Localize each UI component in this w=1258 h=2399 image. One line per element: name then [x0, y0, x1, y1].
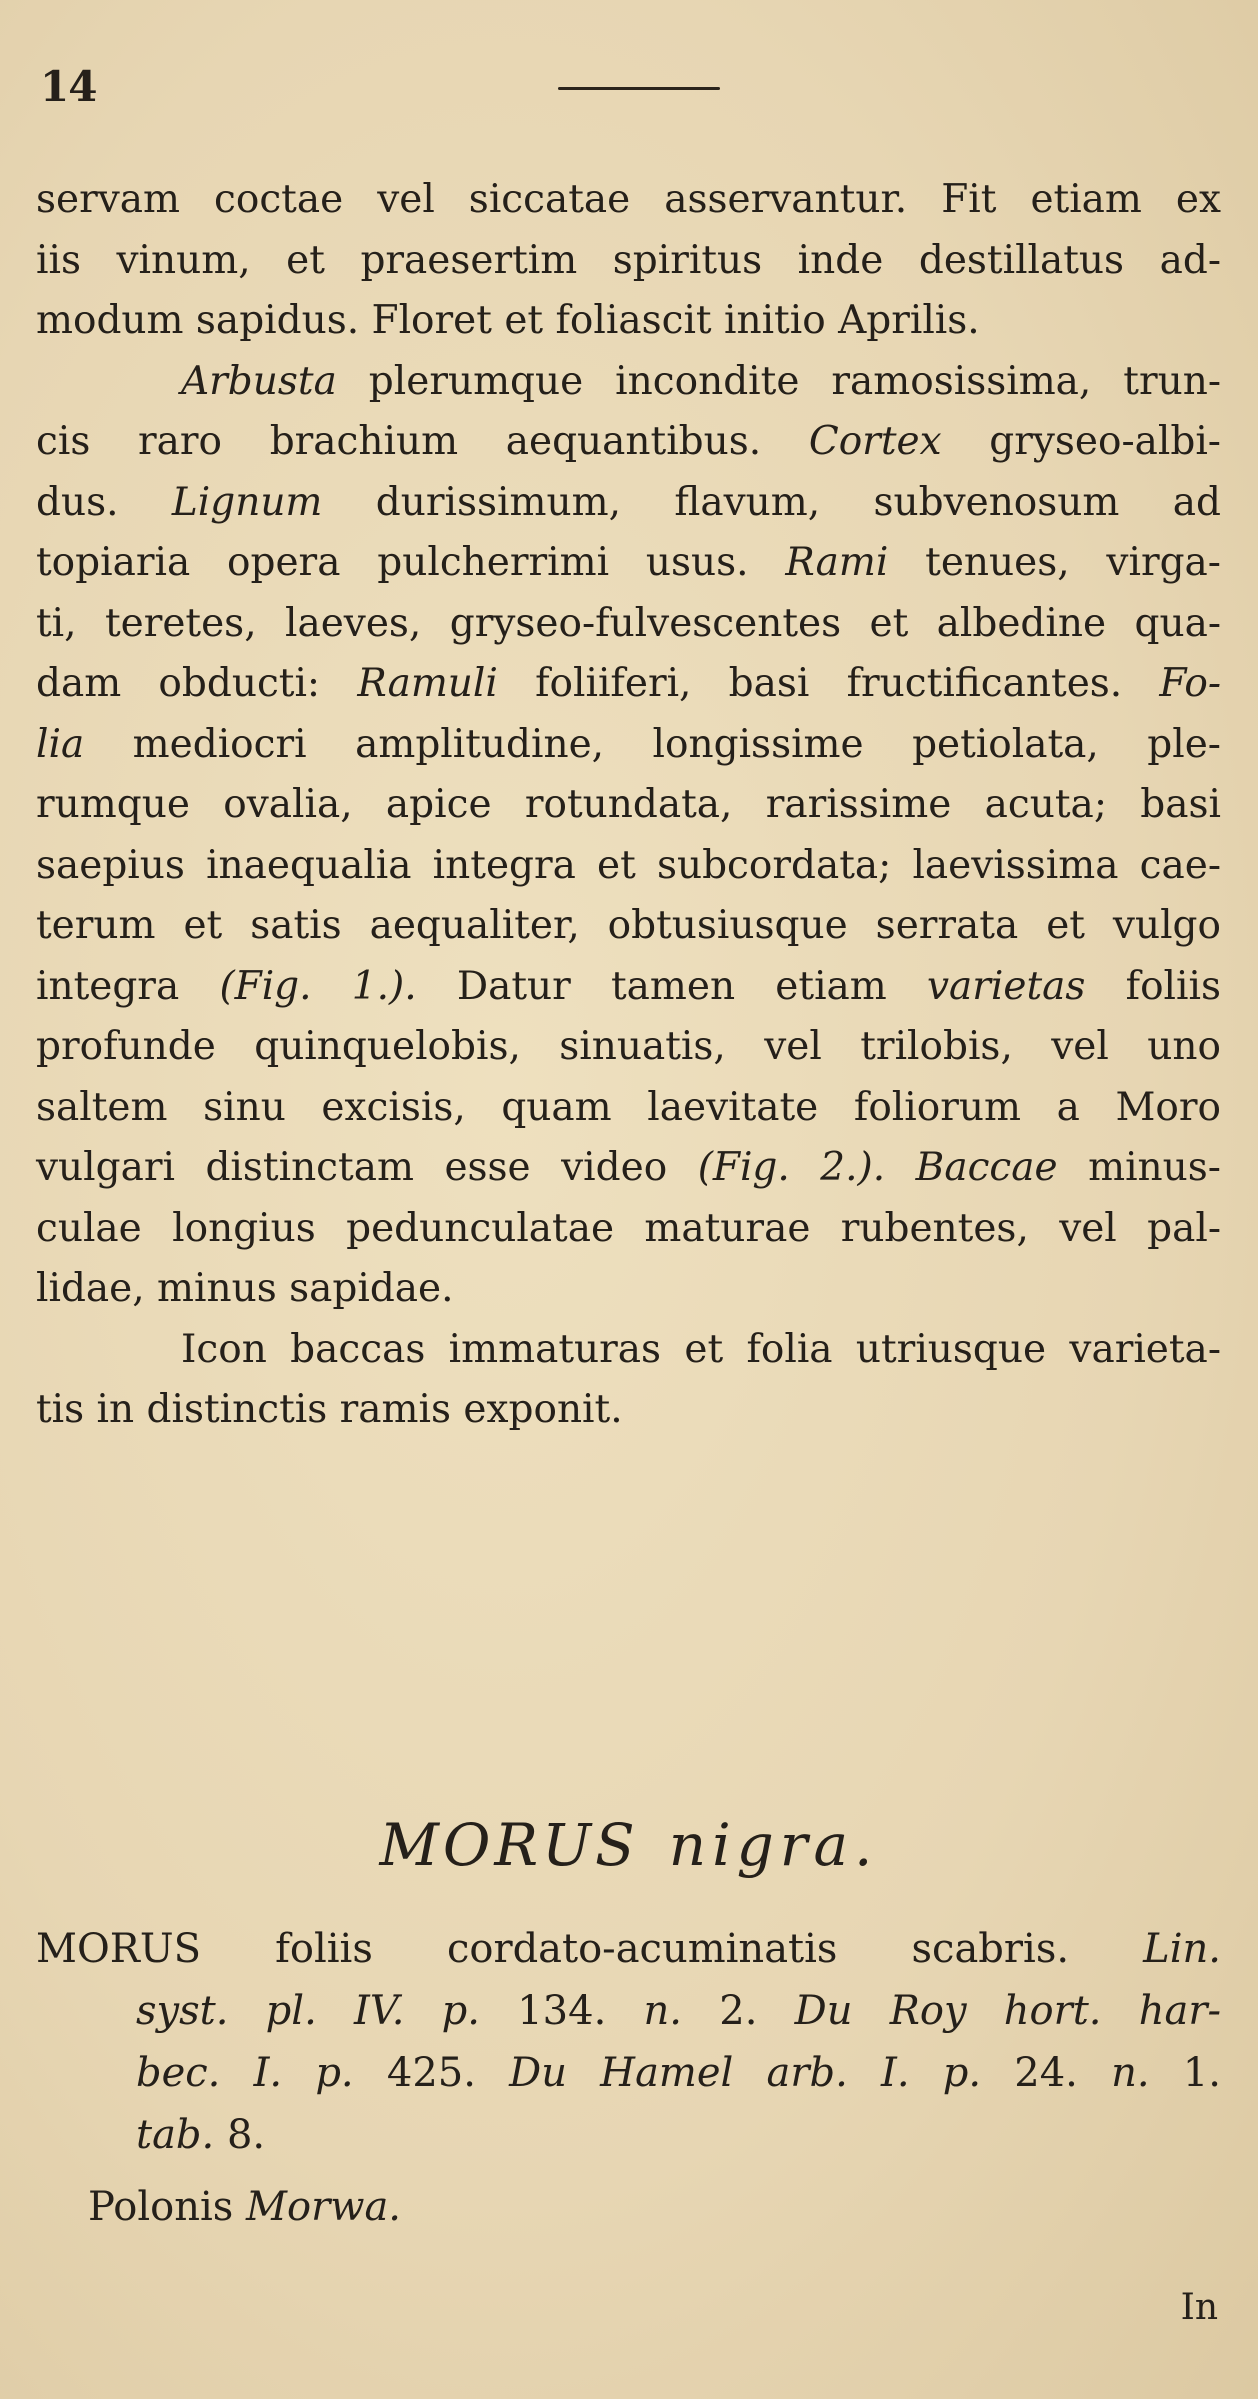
text-run: modum sapidus. Floret et foliascit initio Aprilis.	[36, 298, 980, 343]
text-run: integra	[36, 963, 220, 1009]
text-run: ti, teretes, laeves, gryseo-fulvescentes et albedine qua-	[36, 600, 1221, 646]
italic-text: Lin.	[1143, 1926, 1221, 1972]
italic-text: Du Hamel arb. I. p.	[509, 2050, 982, 2096]
text-run: tenues, virga-	[888, 540, 1221, 585]
text-run: Datur tamen etiam	[416, 963, 927, 1009]
text-run: 1.	[1149, 2050, 1221, 2096]
text-run: foliis	[1085, 963, 1221, 1009]
text-line	[36, 836, 1221, 897]
text-run: MORUS foliis cordato-acuminatis scabris.	[36, 1926, 1144, 1972]
text-run: iis vinum, et praesertim spiritus inde destillatus ad-	[36, 237, 1221, 283]
synonymy-line	[36, 2042, 1221, 2104]
text-run: 134.	[480, 1988, 644, 2034]
text-run: minus-	[1057, 1145, 1221, 1190]
text-run: plerumque incondite ramosissima, trun-	[336, 358, 1221, 404]
text-line	[36, 896, 1221, 957]
text-line	[36, 1380, 1221, 1441]
text-line	[36, 352, 1221, 413]
text-line	[36, 291, 1221, 352]
italic-text: Ramuli	[357, 661, 498, 706]
italic-text: tab.	[136, 2112, 215, 2158]
text-run: vulgari distinctam esse video	[36, 1145, 698, 1190]
catchword: In	[1180, 2287, 1218, 2328]
text-run: 425.	[353, 2050, 510, 2096]
text-run: dus.	[36, 479, 172, 525]
text-line	[36, 473, 1221, 534]
text-run: mediocri amplitudine, longissime petiolata, ple-	[84, 721, 1221, 767]
synonymy-line	[36, 2104, 1221, 2166]
body-text	[36, 170, 1221, 1441]
text-line	[36, 1138, 1221, 1199]
text-run: culae longius pedunculatae maturae rubentes, vel pal-	[36, 1205, 1221, 1251]
italic-text: syst. pl. IV. p.	[136, 1988, 480, 2034]
text-run: terum et satis aequaliter, obtusiusque serrata et vulgo	[36, 903, 1221, 948]
synonymy-line	[36, 1980, 1221, 2042]
text-line	[36, 170, 1221, 231]
text-line	[36, 533, 1221, 594]
text-line	[36, 594, 1221, 655]
italic-text: Rami	[785, 540, 889, 585]
text-run: Polonis	[88, 2184, 247, 2230]
text-line	[36, 1199, 1221, 1260]
text-run: rumque ovalia, apice rotundata, rarissime acuta; basi	[36, 782, 1221, 827]
heading-species: nigra.	[668, 1811, 879, 1879]
page-number: 14	[40, 62, 97, 111]
text-line	[36, 231, 1221, 292]
text-run: Icon baccas immaturas et folia utriusque varieta-	[181, 1326, 1221, 1372]
text-run: 8.	[214, 2112, 266, 2158]
italic-text: n.	[1111, 2050, 1150, 2096]
text-line	[36, 1017, 1221, 1078]
text-run: lidae, minus sapidae.	[36, 1266, 454, 1311]
text-line	[36, 1078, 1221, 1139]
italic-text: lia	[36, 721, 85, 767]
text-run: saltem sinu excisis, quam laevitate foliorum a Moro	[36, 1084, 1221, 1130]
text-line	[36, 654, 1221, 715]
text-run: saepius inaequalia integra et subcordata; laevissima cae-	[36, 842, 1221, 888]
text-line	[36, 412, 1221, 473]
italic-text: (Fig. 2.).	[697, 1145, 886, 1190]
header-rule	[558, 87, 720, 90]
vernacular-name-line	[36, 2176, 1221, 2238]
text-run: topiaria opera pulcherrimi usus.	[36, 540, 786, 585]
text-line	[36, 775, 1221, 836]
italic-text: Cortex	[808, 419, 942, 464]
text-run: tis in distinctis ramis exponit.	[36, 1387, 623, 1432]
italic-text: Fo-	[1159, 661, 1221, 706]
italic-text: bec. I. p.	[136, 2050, 354, 2096]
text-line	[36, 1259, 1221, 1320]
italic-text: Arbusta	[181, 358, 337, 404]
text-run: 24.	[981, 2050, 1112, 2096]
species-heading	[0, 1810, 1258, 1880]
text-run: cis raro brachium aequantibus.	[36, 419, 809, 464]
italic-text: varietas	[927, 963, 1086, 1009]
italic-text: Baccae	[915, 1145, 1058, 1190]
text-run: 2.	[682, 1988, 795, 2034]
text-run: gryseo-albi-	[941, 419, 1221, 464]
text-line	[36, 715, 1221, 776]
text-run: servam coctae vel siccatae asservantur. Fit etiam ex	[36, 177, 1221, 222]
text-line	[36, 957, 1221, 1018]
italic-text: (Fig. 1.).	[219, 963, 417, 1009]
text-run: durissimum, flavum, subvenosum ad	[322, 479, 1221, 525]
text-run: foliiferi, basi fructificantes.	[497, 661, 1160, 706]
synonymy-line	[36, 1918, 1221, 1980]
heading-genus: MORUS	[379, 1811, 639, 1879]
text-run	[885, 1145, 916, 1190]
text-run: dam obducti:	[36, 661, 358, 706]
italic-text: Lignum	[171, 479, 323, 525]
italic-text: Du Roy hort. har-	[794, 1988, 1222, 2034]
italic-text: Morwa.	[246, 2184, 402, 2230]
species-entry	[36, 1918, 1221, 2238]
text-run: profunde quinquelobis, sinuatis, vel trilobis, vel uno	[36, 1024, 1221, 1069]
text-line	[36, 1320, 1221, 1381]
italic-text: n.	[643, 1988, 683, 2034]
